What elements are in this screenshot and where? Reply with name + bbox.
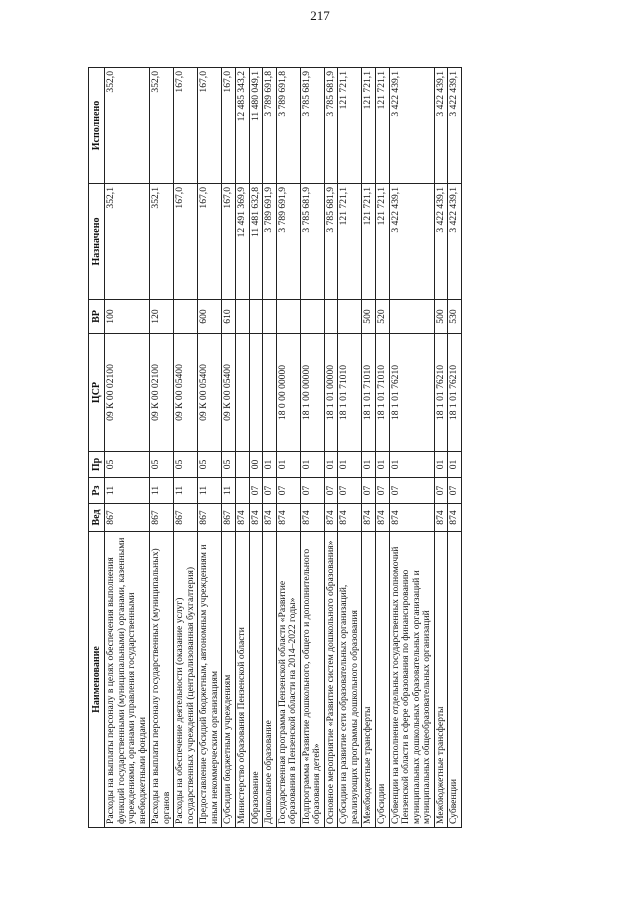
cell-name: Субвенции на исполнение отдельных государственных полномочий Пензенской области в сфере образования по финансированию муниципальных дошкольных образовательных организаций и муниципальных общеобразовательных организаций xyxy=(389,532,434,828)
table-row xyxy=(263,68,277,828)
cell-ved: 874 xyxy=(249,504,263,532)
cell-ved: 867 xyxy=(105,504,150,532)
cell-rz: 07 xyxy=(276,478,300,504)
header-rz: Рз xyxy=(89,478,105,504)
table-row xyxy=(448,68,462,828)
header-row xyxy=(89,68,105,828)
cell-ved: 874 xyxy=(434,504,448,532)
cell-pr: 00 xyxy=(249,452,263,478)
table-row xyxy=(249,68,263,828)
cell-vr: 610 xyxy=(222,300,236,334)
cell-vr: 520 xyxy=(376,300,390,334)
cell-executed: 121 721,1 xyxy=(338,68,362,184)
cell-rz: 07 xyxy=(338,478,362,504)
cell-rz: 07 xyxy=(376,478,390,504)
table-row xyxy=(376,68,390,828)
cell-name: Расходы на обеспечение деятельности (оказание услуг) государственных учреждений (централизованная бухгалтерия) xyxy=(174,532,198,828)
cell-rz xyxy=(236,478,250,504)
cell-vr: 120 xyxy=(150,300,174,334)
cell-pr: 05 xyxy=(222,452,236,478)
cell-name: Расходы на выплаты персоналу государственных (муниципальных) органов xyxy=(150,532,174,828)
cell-pr: 01 xyxy=(389,452,434,478)
cell-assigned: 3 785 681,9 xyxy=(324,184,338,300)
cell-executed: 3 422 439,1 xyxy=(448,68,462,184)
table-row xyxy=(150,68,174,828)
cell-rz: 07 xyxy=(324,478,338,504)
cell-vr: 500 xyxy=(362,300,376,334)
table-row xyxy=(105,68,150,828)
table-row xyxy=(300,68,324,828)
cell-pr: 01 xyxy=(324,452,338,478)
cell-pr: 05 xyxy=(174,452,198,478)
cell-vr xyxy=(236,300,250,334)
cell-csr: 09 К 00 02100 xyxy=(105,334,150,452)
table-row xyxy=(434,68,448,828)
cell-pr: 01 xyxy=(376,452,390,478)
cell-assigned: 3 422 439,1 xyxy=(434,184,448,300)
cell-rz: 11 xyxy=(150,478,174,504)
cell-pr: 05 xyxy=(105,452,150,478)
cell-name: Межбюджетные трансферты xyxy=(362,532,376,828)
cell-assigned: 121 721,1 xyxy=(376,184,390,300)
rotated-table-area xyxy=(88,68,534,828)
cell-csr: 18 1 01 71010 xyxy=(338,334,362,452)
cell-executed: 352,0 xyxy=(105,68,150,184)
cell-csr: 09 К 00 05400 xyxy=(174,334,198,452)
cell-vr xyxy=(263,300,277,334)
cell-executed: 12 485 343,2 xyxy=(236,68,250,184)
table-row xyxy=(236,68,250,828)
cell-rz: 07 xyxy=(389,478,434,504)
header-ved: Вед xyxy=(89,504,105,532)
cell-ved: 874 xyxy=(389,504,434,532)
cell-ved: 874 xyxy=(276,504,300,532)
cell-csr: 18 1 01 71010 xyxy=(376,334,390,452)
cell-ved: 867 xyxy=(222,504,236,532)
header-vr: ВР xyxy=(89,300,105,334)
cell-assigned: 352,1 xyxy=(105,184,150,300)
cell-name: Подпрограмма «Развитие дошкольного, общего и дополнительного образования детей» xyxy=(300,532,324,828)
cell-csr: 18 1 01 76210 xyxy=(448,334,462,452)
cell-rz: 07 xyxy=(249,478,263,504)
header-assigned: Назначено xyxy=(89,184,105,300)
cell-assigned: 167,0 xyxy=(198,184,222,300)
cell-csr: 18 1 01 76210 xyxy=(389,334,434,452)
cell-executed: 121 721,1 xyxy=(376,68,390,184)
cell-csr xyxy=(249,334,263,452)
cell-executed: 3 785 681,9 xyxy=(324,68,338,184)
table-row xyxy=(276,68,300,828)
cell-csr xyxy=(236,334,250,452)
cell-vr: 600 xyxy=(198,300,222,334)
cell-csr xyxy=(263,334,277,452)
cell-csr: 18 1 01 71010 xyxy=(362,334,376,452)
table-header xyxy=(89,68,105,828)
cell-vr xyxy=(338,300,362,334)
table-body xyxy=(105,68,462,828)
cell-name: Субвенции xyxy=(448,532,462,828)
cell-rz: 07 xyxy=(434,478,448,504)
cell-name: Межбюджетные трансферты xyxy=(434,532,448,828)
cell-executed: 3 785 681,9 xyxy=(300,68,324,184)
cell-ved: 874 xyxy=(236,504,250,532)
cell-rz: 11 xyxy=(222,478,236,504)
cell-pr: 05 xyxy=(198,452,222,478)
header-csr: ЦСР xyxy=(89,334,105,452)
cell-rz: 07 xyxy=(362,478,376,504)
cell-assigned: 3 422 439,1 xyxy=(389,184,434,300)
cell-assigned: 3 789 691,9 xyxy=(276,184,300,300)
cell-assigned: 121 721,1 xyxy=(362,184,376,300)
cell-vr xyxy=(300,300,324,334)
cell-vr: 500 xyxy=(434,300,448,334)
cell-assigned: 121 721,1 xyxy=(338,184,362,300)
cell-executed: 121 721,1 xyxy=(362,68,376,184)
cell-rz: 11 xyxy=(105,478,150,504)
cell-ved: 874 xyxy=(324,504,338,532)
cell-executed: 3 789 691,8 xyxy=(276,68,300,184)
cell-csr: 18 1 01 00000 xyxy=(324,334,338,452)
cell-executed: 167,0 xyxy=(198,68,222,184)
page-number: 217 xyxy=(310,8,330,23)
rotated-table-container xyxy=(88,68,534,828)
cell-rz: 07 xyxy=(300,478,324,504)
cell-pr: 01 xyxy=(338,452,362,478)
header-executed: Исполнено xyxy=(89,68,105,184)
cell-executed: 3 422 439,1 xyxy=(389,68,434,184)
cell-executed: 3 422 439,1 xyxy=(434,68,448,184)
cell-csr: 18 0 00 00000 xyxy=(276,334,300,452)
cell-assigned: 167,0 xyxy=(174,184,198,300)
cell-rz: 11 xyxy=(174,478,198,504)
cell-pr: 01 xyxy=(362,452,376,478)
cell-ved: 874 xyxy=(362,504,376,532)
cell-assigned: 167,0 xyxy=(222,184,236,300)
cell-csr: 09 К 00 05400 xyxy=(222,334,236,452)
cell-csr: 09 К 00 02100 xyxy=(150,334,174,452)
cell-name: Субсидии на развитие сети образовательных организаций, реализующих программы дошкольного образования xyxy=(338,532,362,828)
table-row xyxy=(338,68,362,828)
cell-executed: 11 480 049,1 xyxy=(249,68,263,184)
cell-assigned: 3 785 681,9 xyxy=(300,184,324,300)
cell-rz: 11 xyxy=(198,478,222,504)
cell-executed: 352,0 xyxy=(150,68,174,184)
cell-pr: 01 xyxy=(276,452,300,478)
table-row xyxy=(362,68,376,828)
header-pr: Пр xyxy=(89,452,105,478)
cell-ved: 874 xyxy=(263,504,277,532)
cell-name: Предоставление субсидий бюджетным, автономным учреждениям и иным некоммерческим организациям xyxy=(198,532,222,828)
cell-vr xyxy=(174,300,198,334)
cell-name: Образование xyxy=(249,532,263,828)
cell-ved: 874 xyxy=(448,504,462,532)
cell-name: Субсидии xyxy=(376,532,390,828)
cell-pr: 05 xyxy=(150,452,174,478)
cell-assigned: 3 422 439,1 xyxy=(448,184,462,300)
cell-name: Министерство образования Пензенской области xyxy=(236,532,250,828)
cell-vr xyxy=(276,300,300,334)
cell-vr xyxy=(249,300,263,334)
cell-vr xyxy=(324,300,338,334)
cell-assigned: 352,1 xyxy=(150,184,174,300)
cell-pr: 01 xyxy=(448,452,462,478)
budget-table xyxy=(88,67,462,828)
table-row xyxy=(324,68,338,828)
header-name: Наименование xyxy=(89,532,105,828)
cell-ved: 874 xyxy=(300,504,324,532)
table-row xyxy=(389,68,434,828)
cell-executed: 3 789 691,8 xyxy=(263,68,277,184)
cell-rz: 07 xyxy=(263,478,277,504)
cell-csr: 18 1 00 00000 xyxy=(300,334,324,452)
cell-ved: 867 xyxy=(150,504,174,532)
cell-name: Расходы на выплаты персоналу в целях обеспечения выполнения функций государственными (муниципальными) органами, казенными учреждениями, органами управления государственными внебюджетными фондами xyxy=(105,532,150,828)
cell-csr: 18 1 01 76210 xyxy=(434,334,448,452)
cell-name: Государственная программа Пензенской области «Развитие образования в Пензенской области на 2014–2022 годы» xyxy=(276,532,300,828)
cell-pr: 01 xyxy=(434,452,448,478)
cell-vr: 100 xyxy=(105,300,150,334)
cell-executed: 167,0 xyxy=(222,68,236,184)
cell-ved: 874 xyxy=(338,504,362,532)
cell-ved: 874 xyxy=(376,504,390,532)
cell-assigned: 11 481 632,8 xyxy=(249,184,263,300)
cell-ved: 867 xyxy=(174,504,198,532)
cell-rz: 07 xyxy=(448,478,462,504)
cell-pr: 01 xyxy=(263,452,277,478)
cell-executed: 167,0 xyxy=(174,68,198,184)
cell-assigned: 12 491 369,9 xyxy=(236,184,250,300)
cell-name: Субсидии бюджетным учреждениям xyxy=(222,532,236,828)
cell-ved: 867 xyxy=(198,504,222,532)
cell-vr xyxy=(389,300,434,334)
cell-csr: 09 К 00 05400 xyxy=(198,334,222,452)
cell-name: Дошкольное образование xyxy=(263,532,277,828)
cell-pr xyxy=(236,452,250,478)
table-row xyxy=(198,68,222,828)
cell-pr: 01 xyxy=(300,452,324,478)
table-row xyxy=(174,68,198,828)
table-row xyxy=(222,68,236,828)
cell-name: Основное мероприятие «Развитие систем дошкольного образования» xyxy=(324,532,338,828)
cell-assigned: 3 789 691,9 xyxy=(263,184,277,300)
cell-vr: 530 xyxy=(448,300,462,334)
